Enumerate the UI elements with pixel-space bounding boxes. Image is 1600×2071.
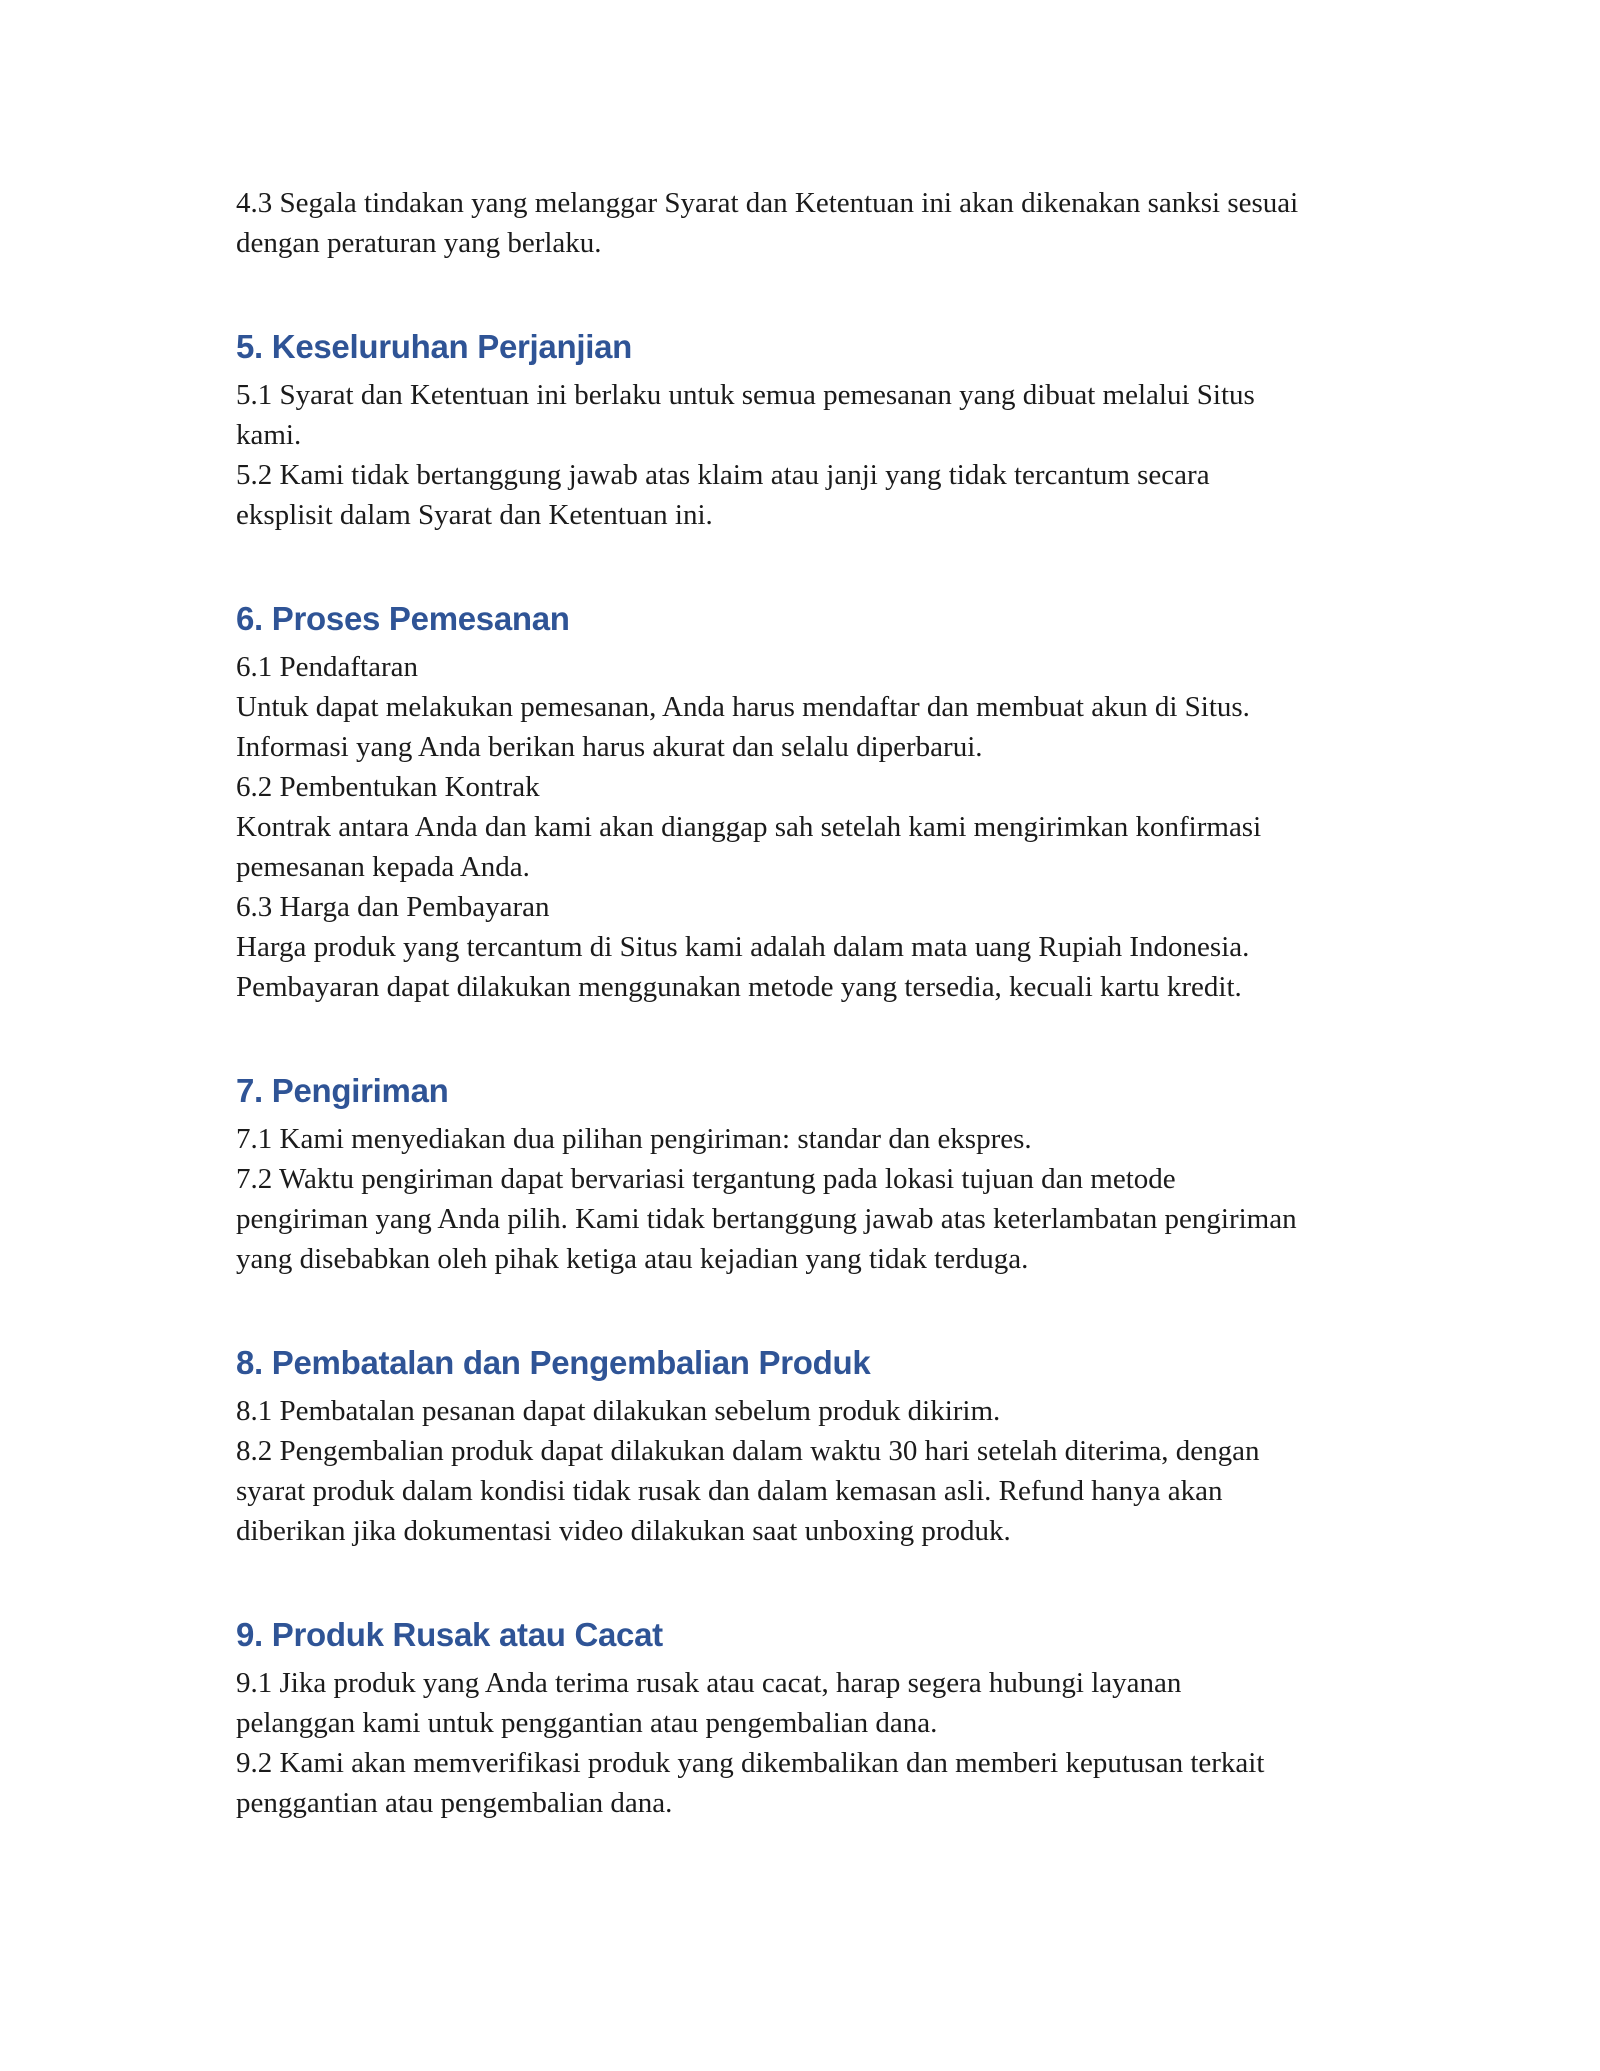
- section-heading: 6. Proses Pemesanan: [236, 600, 570, 637]
- document-section: [236, 325, 1366, 535]
- text-line: pemesanan kepada Anda.: [236, 851, 530, 883]
- text-line: 7.1 Kami menyediakan dua pilihan pengiriman: standar dan ekspres.: [236, 1123, 1032, 1155]
- text-line: pengiriman yang Anda pilih. Kami tidak bertanggung jawab atas keterlambatan pengiriman: [236, 1203, 1297, 1235]
- text-line: 9.2 Kami akan memverifikasi produk yang dikembalikan dan memberi keputusan terkait: [236, 1747, 1265, 1779]
- text-line: 7.2 Waktu pengiriman dapat bervariasi tergantung pada lokasi tujuan dan metode: [236, 1163, 1176, 1195]
- section-paragraph: [236, 1119, 1366, 1279]
- text-line: 5.2 Kami tidak bertanggung jawab atas klaim atau janji yang tidak tercantum secara: [236, 459, 1210, 491]
- section-heading: 9. Produk Rusak atau Cacat: [236, 1616, 663, 1653]
- text-line: penggantian atau pengembalian dana.: [236, 1787, 673, 1819]
- text-line: pelanggan kami untuk penggantian atau pengembalian dana.: [236, 1707, 938, 1739]
- document-section: [236, 1069, 1366, 1279]
- document-section: [236, 1341, 1366, 1551]
- text-line: diberikan jika dokumentasi video dilakukan saat unboxing produk.: [236, 1515, 1011, 1547]
- text-line: 9.1 Jika produk yang Anda terima rusak atau cacat, harap segera hubungi layanan: [236, 1667, 1182, 1699]
- document-section: [236, 597, 1366, 1007]
- text-line: Harga produk yang tercantum di Situs kami adalah dalam mata uang Rupiah Indonesia.: [236, 931, 1250, 963]
- text-line: 8.2 Pengembalian produk dapat dilakukan dalam waktu 30 hari setelah diterima, dengan: [236, 1435, 1260, 1467]
- clause-4-3-paragraph: [236, 183, 1366, 263]
- text-line: 6.3 Harga dan Pembayaran: [236, 891, 550, 923]
- text-line: 5.1 Syarat dan Ketentuan ini berlaku untuk semua pemesanan yang dibuat melalui Situs: [236, 379, 1255, 411]
- section-heading: 5. Keseluruhan Perjanjian: [236, 328, 632, 365]
- document-section: [236, 1613, 1366, 1823]
- section-paragraph: [236, 1663, 1366, 1823]
- text-line: 6.2 Pembentukan Kontrak: [236, 771, 540, 803]
- text-line: kami.: [236, 419, 302, 451]
- text-line: syarat produk dalam kondisi tidak rusak dan dalam kemasan asli. Refund hanya akan: [236, 1475, 1223, 1507]
- section-paragraph: [236, 375, 1366, 535]
- document-content: [236, 0, 1366, 1823]
- text-line: yang disebabkan oleh pihak ketiga atau kejadian yang tidak terduga.: [236, 1243, 1029, 1275]
- section-paragraph: [236, 647, 1366, 1007]
- text-line: Untuk dapat melakukan pemesanan, Anda harus mendaftar dan membuat akun di Situs.: [236, 691, 1250, 723]
- section-heading: 7. Pengiriman: [236, 1072, 449, 1109]
- sections-container: [236, 325, 1366, 1823]
- text-line: 6.1 Pendaftaran: [236, 651, 418, 683]
- text-line: Informasi yang Anda berikan harus akurat dan selalu diperbarui.: [236, 731, 983, 763]
- text-line: eksplisit dalam Syarat dan Ketentuan ini.: [236, 499, 713, 531]
- text-line: dengan peraturan yang berlaku.: [236, 227, 602, 259]
- text-line: Pembayaran dapat dilakukan menggunakan metode yang tersedia, kecuali kartu kredit.: [236, 971, 1242, 1003]
- section-paragraph: [236, 1391, 1366, 1551]
- text-line: 8.1 Pembatalan pesanan dapat dilakukan sebelum produk dikirim.: [236, 1395, 1001, 1427]
- section-heading: 8. Pembatalan dan Pengembalian Produk: [236, 1344, 871, 1381]
- text-line: Kontrak antara Anda dan kami akan dianggap sah setelah kami mengirimkan konfirmasi: [236, 811, 1262, 843]
- text-line: 4.3 Segala tindakan yang melanggar Syarat dan Ketentuan ini akan dikenakan sanksi sesuai: [236, 187, 1299, 219]
